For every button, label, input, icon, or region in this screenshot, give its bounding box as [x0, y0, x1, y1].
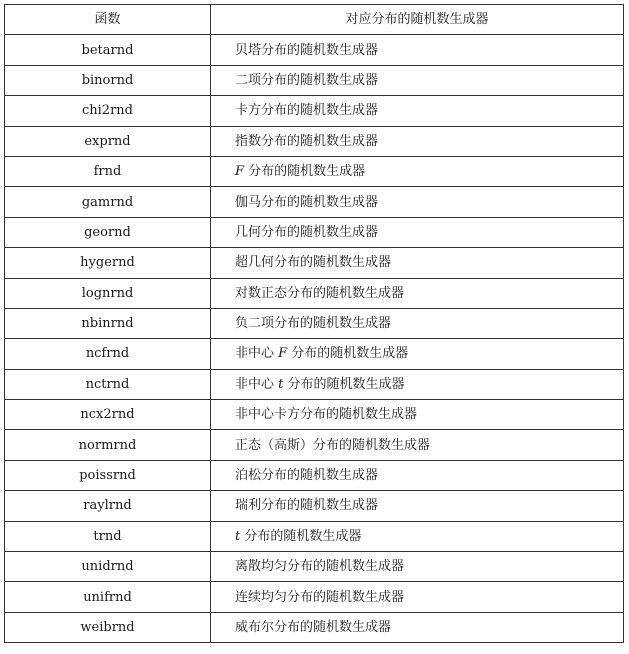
function-name: nbinrnd — [5, 308, 211, 338]
table-row — [5, 460, 624, 490]
description-text: 分布的随机数生成器 — [283, 376, 405, 392]
function-name: ncx2rnd — [5, 400, 211, 430]
table-row — [5, 187, 624, 217]
function-name: unidrnd — [5, 552, 211, 582]
table-row — [5, 156, 624, 186]
function-name: binornd — [5, 65, 211, 95]
function-description — [211, 369, 624, 399]
table-row — [5, 430, 624, 460]
function-name: unifrnd — [5, 582, 211, 612]
function-description: 二项分布的随机数生成器 — [211, 65, 624, 95]
table-row — [5, 126, 624, 156]
function-name: chi2rnd — [5, 96, 211, 126]
function-description: 贝塔分布的随机数生成器 — [211, 35, 624, 65]
random-generator-table — [4, 4, 624, 643]
function-name: frnd — [5, 156, 211, 186]
function-name: exprnd — [5, 126, 211, 156]
table-row — [5, 65, 624, 95]
table-row — [5, 278, 624, 308]
function-description: 连续均匀分布的随机数生成器 — [211, 582, 624, 612]
table-body — [5, 35, 624, 643]
function-description: 超几何分布的随机数生成器 — [211, 248, 624, 278]
function-description: 泊松分布的随机数生成器 — [211, 460, 624, 490]
table-row — [5, 400, 624, 430]
distribution-variable: F — [235, 164, 245, 180]
function-description: 伽马分布的随机数生成器 — [211, 187, 624, 217]
function-name: gamrnd — [5, 187, 211, 217]
function-description: 卡方分布的随机数生成器 — [211, 96, 624, 126]
table-header-row — [5, 5, 624, 35]
description-text: 分布的随机数生成器 — [287, 346, 409, 362]
function-description — [211, 156, 624, 186]
function-name: raylrnd — [5, 491, 211, 521]
description-prefix: 非中心 — [235, 376, 279, 392]
table-row — [5, 369, 624, 399]
function-name: ncfrnd — [5, 339, 211, 369]
function-description: 瑞利分布的随机数生成器 — [211, 491, 624, 521]
description-text: 分布的随机数生成器 — [240, 528, 362, 544]
function-description — [211, 339, 624, 369]
table-row — [5, 35, 624, 65]
function-description — [211, 521, 624, 551]
function-name: betarnd — [5, 35, 211, 65]
table-row — [5, 582, 624, 612]
function-name: lognrnd — [5, 278, 211, 308]
distribution-variable: t — [278, 376, 284, 392]
function-description: 非中心卡方分布的随机数生成器 — [211, 400, 624, 430]
function-name: poissrnd — [5, 460, 211, 490]
distribution-variable: F — [278, 346, 288, 362]
function-description: 威布尔分布的随机数生成器 — [211, 612, 624, 642]
function-name: geornd — [5, 217, 211, 247]
table-row — [5, 612, 624, 642]
function-name: hygernd — [5, 248, 211, 278]
function-description: 负二项分布的随机数生成器 — [211, 308, 624, 338]
function-name: nctrnd — [5, 369, 211, 399]
table-row — [5, 308, 624, 338]
function-name: trnd — [5, 521, 211, 551]
function-name: weibrnd — [5, 612, 211, 642]
distribution-variable: t — [235, 528, 241, 544]
header-function: 函数 — [5, 5, 211, 35]
table-row — [5, 217, 624, 247]
table-row — [5, 339, 624, 369]
table-row — [5, 521, 624, 551]
function-description: 几何分布的随机数生成器 — [211, 217, 624, 247]
table-row — [5, 248, 624, 278]
header-description: 对应分布的随机数生成器 — [211, 5, 624, 35]
function-description: 离散均匀分布的随机数生成器 — [211, 552, 624, 582]
function-name: normrnd — [5, 430, 211, 460]
description-text: 分布的随机数生成器 — [244, 164, 366, 180]
function-description: 指数分布的随机数生成器 — [211, 126, 624, 156]
function-description: 正态（高斯）分布的随机数生成器 — [211, 430, 624, 460]
function-description: 对数正态分布的随机数生成器 — [211, 278, 624, 308]
random-generator-table-container — [4, 4, 623, 643]
table-row — [5, 96, 624, 126]
description-prefix: 非中心 — [235, 346, 279, 362]
table-row — [5, 491, 624, 521]
table-row — [5, 552, 624, 582]
